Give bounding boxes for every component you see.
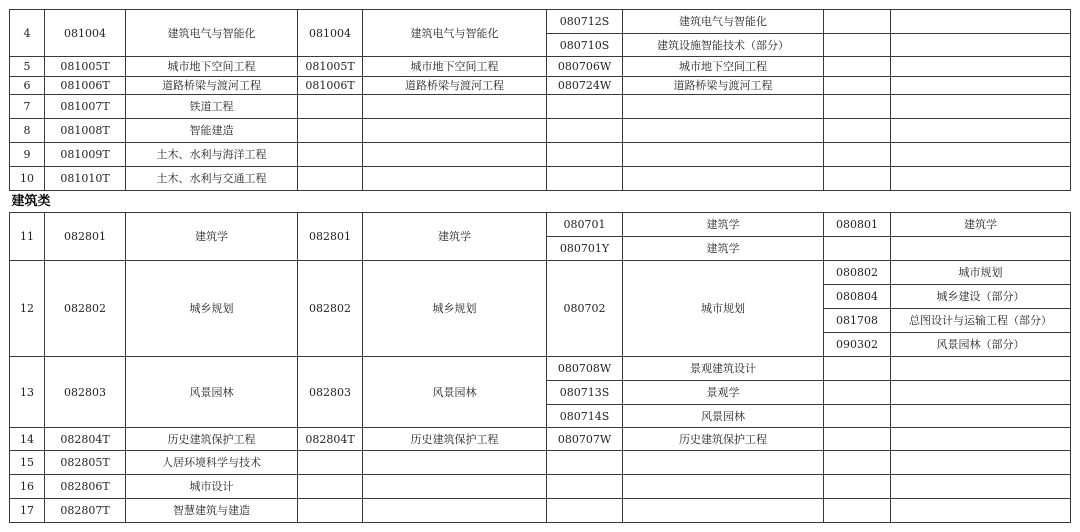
prev-name — [363, 451, 547, 475]
empty-cell — [547, 499, 623, 523]
prev-code — [298, 167, 363, 191]
ref-code: 080706W — [547, 57, 623, 77]
major-code: 081006T — [45, 77, 126, 95]
ref2-name: 建筑学 — [891, 213, 1071, 237]
ref-name: 历史建筑保护工程 — [623, 428, 824, 451]
ref2-code: 090302 — [824, 333, 891, 357]
empty-cell — [824, 237, 891, 261]
prev-code: 081005T — [298, 57, 363, 77]
ref-name: 建筑学 — [623, 213, 824, 237]
prev-name: 建筑学 — [363, 213, 547, 261]
ref2-code: 080802 — [824, 261, 891, 285]
ref-code: 080714S — [547, 405, 623, 428]
empty-cell — [547, 95, 623, 119]
empty-cell — [824, 451, 891, 475]
empty-cell — [891, 381, 1071, 405]
empty-cell — [891, 119, 1071, 143]
empty-cell — [547, 475, 623, 499]
empty-cell — [824, 34, 891, 57]
ref-code: 080724W — [547, 77, 623, 95]
empty-cell — [891, 428, 1071, 451]
prev-name — [363, 119, 547, 143]
empty-cell — [824, 475, 891, 499]
major-code: 081005T — [45, 57, 126, 77]
empty-cell — [891, 143, 1071, 167]
empty-cell — [891, 57, 1071, 77]
major-code: 082807T — [45, 499, 126, 523]
empty-cell — [824, 381, 891, 405]
prev-code: 082801 — [298, 213, 363, 261]
row-number: 11 — [10, 213, 45, 261]
prev-code: 082804T — [298, 428, 363, 451]
ref-name: 建筑电气与智能化 — [623, 10, 824, 34]
empty-cell — [824, 143, 891, 167]
major-name: 土木、水利与海洋工程 — [126, 143, 298, 167]
empty-cell — [623, 451, 824, 475]
empty-cell — [891, 357, 1071, 381]
empty-cell — [623, 475, 824, 499]
ref-code: 080702 — [547, 261, 623, 357]
empty-cell — [824, 95, 891, 119]
prev-code: 081004 — [298, 10, 363, 57]
prev-name: 历史建筑保护工程 — [363, 428, 547, 451]
ref-name: 城市规划 — [623, 261, 824, 357]
row-number: 16 — [10, 475, 45, 499]
ref-code: 080708W — [547, 357, 623, 381]
major-name: 道路桥梁与渡河工程 — [126, 77, 298, 95]
major-name: 土木、水利与交通工程 — [126, 167, 298, 191]
empty-cell — [891, 167, 1071, 191]
row-number: 12 — [10, 261, 45, 357]
ref-name: 城市地下空间工程 — [623, 57, 824, 77]
table-row — [10, 357, 1071, 381]
major-name: 铁道工程 — [126, 95, 298, 119]
major-name: 人居环境科学与技术 — [126, 451, 298, 475]
empty-cell — [623, 143, 824, 167]
major-name: 建筑学 — [126, 213, 298, 261]
major-code: 082804T — [45, 428, 126, 451]
empty-cell — [824, 10, 891, 34]
category-heading: 建筑类 — [10, 191, 1071, 213]
table-row — [10, 57, 1071, 77]
table-row — [10, 261, 1071, 285]
row-number: 5 — [10, 57, 45, 77]
empty-cell — [891, 34, 1071, 57]
major-code: 081009T — [45, 143, 126, 167]
empty-cell — [623, 499, 824, 523]
prev-code: 082802 — [298, 261, 363, 357]
empty-cell — [891, 451, 1071, 475]
row-number: 6 — [10, 77, 45, 95]
empty-cell — [891, 475, 1071, 499]
empty-cell — [891, 405, 1071, 428]
ref-name: 风景园林 — [623, 405, 824, 428]
major-name: 智能建造 — [126, 119, 298, 143]
prev-name: 建筑电气与智能化 — [363, 10, 547, 57]
major-name: 风景园林 — [126, 357, 298, 428]
ref2-code: 080801 — [824, 213, 891, 237]
ref2-code: 081708 — [824, 309, 891, 333]
prev-code: 082803 — [298, 357, 363, 428]
table-row — [10, 95, 1071, 119]
row-number: 10 — [10, 167, 45, 191]
empty-cell — [547, 143, 623, 167]
prev-code — [298, 475, 363, 499]
empty-cell — [623, 167, 824, 191]
row-number: 8 — [10, 119, 45, 143]
prev-code — [298, 119, 363, 143]
empty-cell — [891, 10, 1071, 34]
empty-cell — [891, 77, 1071, 95]
major-name: 城市地下空间工程 — [126, 57, 298, 77]
empty-cell — [824, 405, 891, 428]
prev-name: 城乡规划 — [363, 261, 547, 357]
empty-cell — [824, 428, 891, 451]
ref-name: 建筑学 — [623, 237, 824, 261]
prev-name: 城市地下空间工程 — [363, 57, 547, 77]
row-number: 4 — [10, 10, 45, 57]
table-row — [10, 475, 1071, 499]
major-name: 城市设计 — [126, 475, 298, 499]
prev-code — [298, 143, 363, 167]
table-row — [10, 451, 1071, 475]
ref-name: 景观学 — [623, 381, 824, 405]
major-code: 082806T — [45, 475, 126, 499]
table-row — [10, 143, 1071, 167]
table-row — [10, 428, 1071, 451]
prev-name — [363, 167, 547, 191]
table-row — [10, 119, 1071, 143]
ref-name: 道路桥梁与渡河工程 — [623, 77, 824, 95]
empty-cell — [891, 237, 1071, 261]
prev-code — [298, 451, 363, 475]
empty-cell — [891, 95, 1071, 119]
ref-code: 080701 — [547, 213, 623, 237]
empty-cell — [824, 357, 891, 381]
major-catalog-table — [9, 9, 1071, 523]
ref-code: 080707W — [547, 428, 623, 451]
row-number: 14 — [10, 428, 45, 451]
empty-cell — [824, 57, 891, 77]
ref-code: 080701Y — [547, 237, 623, 261]
major-code: 081004 — [45, 10, 126, 57]
table-row — [10, 213, 1071, 237]
row-number: 9 — [10, 143, 45, 167]
ref-name: 景观建筑设计 — [623, 357, 824, 381]
ref2-name: 总图设计与运输工程（部分） — [891, 309, 1071, 333]
major-name: 城乡规划 — [126, 261, 298, 357]
prev-name: 道路桥梁与渡河工程 — [363, 77, 547, 95]
empty-cell — [547, 167, 623, 191]
prev-name — [363, 143, 547, 167]
prev-name — [363, 475, 547, 499]
ref-code: 080712S — [547, 10, 623, 34]
empty-cell — [824, 77, 891, 95]
major-code: 082802 — [45, 261, 126, 357]
prev-name: 风景园林 — [363, 357, 547, 428]
table-row — [10, 499, 1071, 523]
ref-code: 080710S — [547, 34, 623, 57]
prev-code — [298, 499, 363, 523]
prev-name — [363, 95, 547, 119]
major-code: 082801 — [45, 213, 126, 261]
ref2-code: 080804 — [824, 285, 891, 309]
empty-cell — [623, 95, 824, 119]
row-number: 15 — [10, 451, 45, 475]
empty-cell — [547, 119, 623, 143]
ref2-name: 城乡建设（部分） — [891, 285, 1071, 309]
table-row — [10, 167, 1071, 191]
major-code: 082803 — [45, 357, 126, 428]
table-row — [10, 77, 1071, 95]
major-name: 建筑电气与智能化 — [126, 10, 298, 57]
major-name: 智慧建筑与建造 — [126, 499, 298, 523]
row-number: 17 — [10, 499, 45, 523]
major-code: 081007T — [45, 95, 126, 119]
empty-cell — [623, 119, 824, 143]
row-number: 13 — [10, 357, 45, 428]
ref-code: 080713S — [547, 381, 623, 405]
table-row — [10, 10, 1071, 34]
empty-cell — [824, 167, 891, 191]
major-code: 081010T — [45, 167, 126, 191]
prev-code: 081006T — [298, 77, 363, 95]
major-code: 082805T — [45, 451, 126, 475]
empty-cell — [547, 451, 623, 475]
ref-name: 建筑设施智能技术（部分） — [623, 34, 824, 57]
empty-cell — [824, 119, 891, 143]
empty-cell — [891, 499, 1071, 523]
major-name: 历史建筑保护工程 — [126, 428, 298, 451]
prev-name — [363, 499, 547, 523]
row-number: 7 — [10, 95, 45, 119]
ref2-name: 风景园林（部分） — [891, 333, 1071, 357]
major-code: 081008T — [45, 119, 126, 143]
ref2-name: 城市规划 — [891, 261, 1071, 285]
prev-code — [298, 95, 363, 119]
empty-cell — [824, 499, 891, 523]
